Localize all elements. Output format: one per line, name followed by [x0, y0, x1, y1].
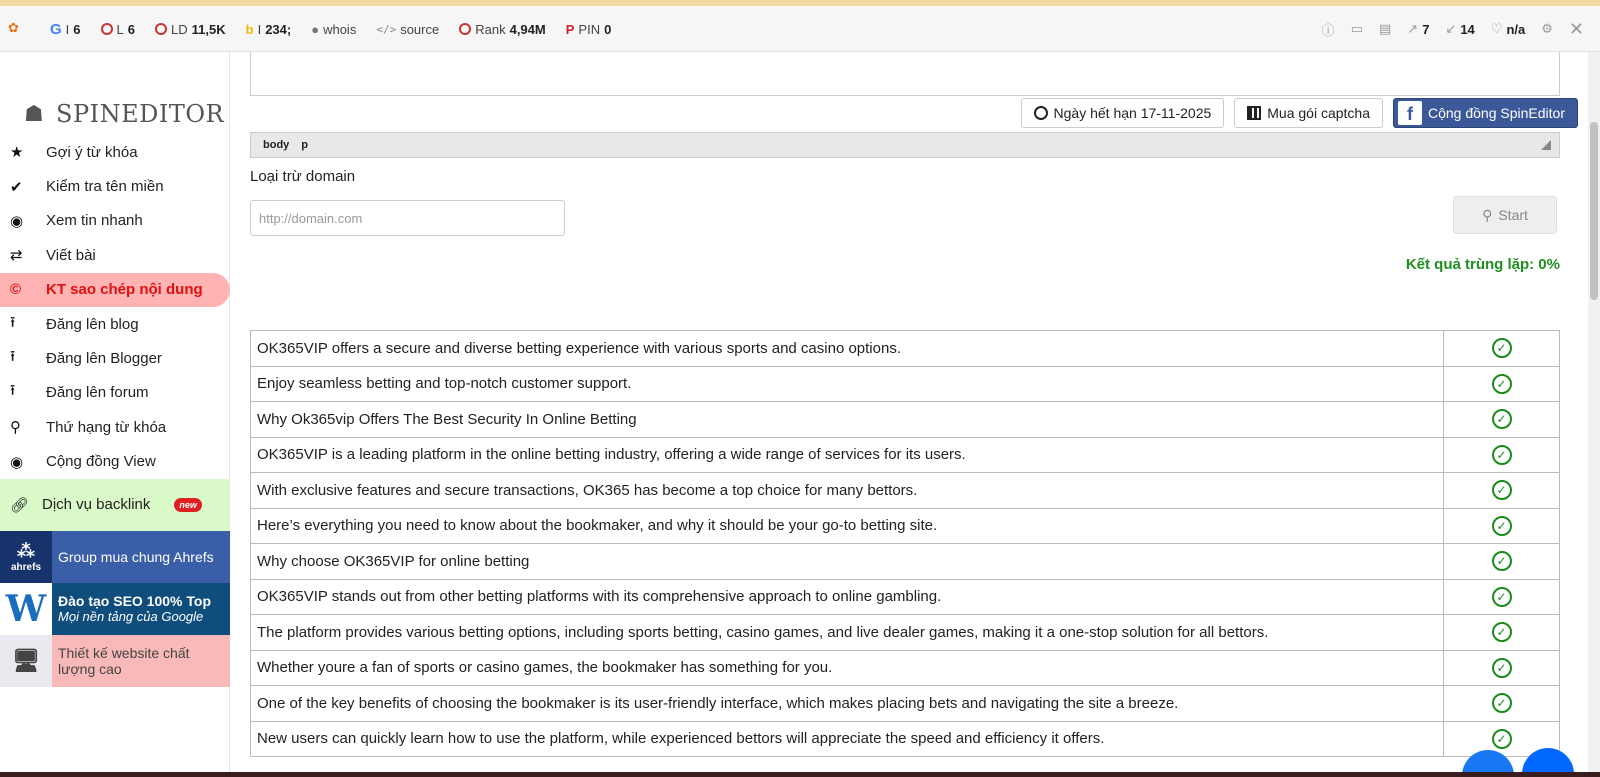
sidebar-item-post-blogger[interactable] [0, 341, 230, 375]
check-circle-icon: ✓ [1492, 622, 1512, 642]
clock-icon [1034, 106, 1048, 120]
brand-name: SPINEDITOR [56, 100, 225, 128]
seo-toolbar-right [1322, 12, 1600, 46]
sentence-cell: Why Ok365vip Offers The Best Security In Online Betting [251, 402, 1444, 438]
heart-icon: ♡ [1490, 21, 1503, 36]
facebook-icon: f [1398, 101, 1422, 125]
check-circle-icon: ✓ [1492, 409, 1512, 429]
spy-icon: ☗ [24, 101, 44, 126]
sentence-cell: Here’s everything you need to know about the bookmaker, and why it should be your go-to betting site. [251, 508, 1444, 544]
sentence-cell: OK365VIP offers a secure and diverse betting experience with various sports and casino options. [251, 331, 1444, 367]
circle-icon [101, 23, 113, 35]
l-item[interactable] [101, 22, 135, 37]
sidebar-item-quick-news[interactable] [0, 204, 230, 238]
internal-links-value: 14 [1460, 21, 1475, 37]
table-row [251, 721, 1560, 757]
rank-prefix: Rank [475, 21, 506, 37]
sidebar-item-plagiarism-check[interactable] [0, 273, 230, 307]
results-table [250, 330, 1560, 757]
status-cell [1444, 615, 1560, 651]
sentence-cell: With exclusive features and secure transactions, OK365 has become a top choice for many bettors. [251, 473, 1444, 509]
sidebar-item-keyword-rank[interactable] [0, 410, 230, 444]
sidebar-item-community-view[interactable] [0, 445, 230, 479]
upload-icon: ⭱ [10, 313, 16, 331]
path-body[interactable]: body [263, 139, 290, 151]
table-row [251, 366, 1560, 402]
promo-seo-text [52, 583, 230, 635]
sidebar-item-post-forum[interactable] [0, 376, 230, 410]
sidebar-nav [0, 135, 230, 687]
page-scrollbar[interactable] [1588, 52, 1600, 777]
sidebar-item-domain-check[interactable] [0, 169, 230, 203]
star-icon: ★ [10, 144, 24, 162]
sidebar-item-post-blog[interactable] [0, 307, 230, 341]
ahrefs-logo: ⁂ ahrefs [0, 531, 52, 583]
sentence-cell: OK365VIP is a leading platform in the online betting industry, offering a wide range of services for its users. [251, 437, 1444, 473]
promo-ahrefs[interactable] [0, 531, 230, 583]
captcha-label: Mua gói captcha [1267, 105, 1370, 121]
ld-prefix: LD [171, 21, 188, 37]
rank-value: 4,94M [509, 21, 546, 37]
circle-icon [459, 23, 471, 35]
gear-icon[interactable]: ⚙ [1541, 21, 1553, 36]
sidebar-item-label: Cộng đồng View [46, 453, 156, 471]
buy-captcha-button[interactable] [1234, 98, 1383, 128]
whois-item[interactable] [311, 22, 356, 37]
duplicate-result: Kết quả trùng lặp: 0% [1405, 256, 1560, 273]
promo-web-design[interactable] [0, 635, 230, 687]
status-cell [1444, 331, 1560, 367]
brand[interactable] [0, 94, 230, 134]
info-icon[interactable]: ⓘ [1321, 22, 1335, 38]
status-cell [1444, 579, 1560, 615]
ld-value: 11,5K [191, 21, 226, 37]
main-content [250, 52, 1560, 777]
seo-toolbar [0, 0, 1600, 52]
bing-index-value: 234; [265, 21, 292, 37]
ahrefs-logo-text: ahrefs [10, 561, 41, 573]
status-cell [1444, 473, 1560, 509]
circle-icon [155, 23, 167, 35]
health-item[interactable] [1491, 21, 1525, 37]
table-row [251, 579, 1560, 615]
table-row [251, 544, 1560, 580]
check-circle-icon: ✓ [1492, 729, 1512, 749]
code-icon: </> [376, 22, 397, 36]
editor-status-bar [250, 132, 1560, 158]
rank-item[interactable] [459, 22, 546, 37]
table-row [251, 615, 1560, 651]
upload-icon: ⭱ [10, 382, 16, 400]
status-cell [1444, 508, 1560, 544]
expiry-button[interactable] [1021, 98, 1225, 128]
exclude-domain-input[interactable] [250, 200, 565, 236]
external-links-item[interactable] [1407, 21, 1429, 37]
sentence-cell: Whether youre a fan of sports or casino games, the bookmaker has something for you. [251, 650, 1444, 686]
pin-value: 0 [604, 21, 612, 37]
eye-icon: ◉ [10, 453, 24, 471]
promo-ahrefs-label: Group mua chung Ahrefs [58, 548, 214, 565]
exclude-domain-label: Loại trừ domain [250, 168, 356, 185]
path-p[interactable]: p [301, 139, 309, 151]
sidebar-item-label: Xem tin nhanh [46, 212, 143, 230]
l-value: 6 [127, 21, 135, 37]
taskbar-edge [0, 772, 1600, 777]
bing-icon: b [245, 21, 254, 37]
copyright-icon: © [10, 281, 22, 299]
sentence-cell: Enjoy seamless betting and top-notch customer support. [251, 366, 1444, 402]
health-value: n/a [1506, 21, 1526, 37]
source-label: source [400, 21, 440, 37]
header-buttons [1021, 98, 1578, 128]
external-links-value: 7 [1422, 21, 1430, 37]
check-circle-icon: ✓ [1492, 516, 1512, 536]
scroll-thumb[interactable] [1590, 122, 1598, 300]
community-button[interactable] [1393, 98, 1578, 128]
sidebar-item-label: Kiểm tra tên miền [46, 178, 164, 196]
content-editor[interactable] [250, 52, 1560, 96]
source-item[interactable] [376, 22, 439, 37]
check-circle-icon: ✓ [1492, 338, 1512, 358]
sidebar-item-label: Thứ hạng từ khóa [46, 418, 167, 436]
sentence-cell: One of the key benefits of choosing the bookmaker is its user-friendly interface, which makes placing bets and navigating the site a breeze. [251, 686, 1444, 722]
sidebar [0, 52, 230, 777]
sidebar-item-label: Đăng lên Blogger [46, 350, 162, 368]
table-row [251, 686, 1560, 722]
eye-icon: ◉ [10, 212, 24, 230]
sentence-cell: New users can quickly learn how to use the platform, while experienced bettors will appreciate the speed and efficiency it offers. [251, 721, 1444, 757]
close-icon[interactable]: ✕ [1568, 18, 1584, 39]
bing-index-item[interactable] [246, 22, 292, 37]
status-cell [1444, 402, 1560, 438]
sidebar-item-label: Viết bài [46, 246, 96, 264]
check-circle-icon: ✓ [1492, 693, 1512, 713]
link-icon: 🔗︎ [10, 496, 30, 514]
user-icon: ● [311, 21, 320, 37]
table-row [251, 437, 1560, 473]
check-circle-icon: ✓ [1492, 658, 1512, 678]
website-design-icon: 🖥︎ [0, 635, 52, 687]
l-prefix: L [116, 21, 124, 37]
expiry-label: Ngày hết hạn 17-11-2025 [1053, 105, 1212, 121]
sidebar-item-label: Đăng lên blog [46, 315, 139, 333]
monitor-icon[interactable]: ▭ [1350, 21, 1363, 36]
qr-icon [1247, 106, 1261, 120]
google-index-value: 6 [73, 21, 81, 37]
check-circle-icon: ✓ [1492, 587, 1512, 607]
separator: I [65, 21, 70, 37]
start-label: Start [1498, 207, 1528, 223]
search-icon: ⚲ [1482, 206, 1493, 223]
check-circle-icon: ✓ [1492, 374, 1512, 394]
sentence-cell: Why choose OK365VIP for online betting [251, 544, 1444, 580]
sentence-cell: The platform provides various betting options, including sports betting, casino games, and live dealer games, making it a one-stop solution for all bettors. [251, 615, 1444, 651]
promo-seo-training[interactable] [0, 583, 230, 635]
community-label: Cộng đồng SpinEditor [1428, 105, 1565, 121]
status-cell [1444, 366, 1560, 402]
resize-handle-icon[interactable] [1541, 140, 1551, 150]
sidebar-item-write[interactable] [0, 238, 230, 272]
internal-link-icon: ↙ [1445, 21, 1457, 36]
ld-item[interactable] [155, 22, 226, 37]
check-icon: ✔ [10, 178, 23, 196]
table-row [251, 402, 1560, 438]
table-row [251, 650, 1560, 686]
check-circle-icon: ✓ [1492, 480, 1512, 500]
sidebar-item-label: Dịch vụ backlink [42, 496, 151, 514]
promo-seo-title: Đào tạo SEO 100% Top [58, 593, 211, 610]
sidebar-item-keyword-suggest[interactable] [0, 135, 230, 169]
internal-links-item[interactable] [1445, 21, 1474, 37]
upload-icon: ⭱ [10, 348, 16, 366]
check-circle-icon: ✓ [1492, 551, 1512, 571]
status-cell [1444, 686, 1560, 722]
status-cell [1444, 650, 1560, 686]
shuffle-icon: ⇄ [10, 247, 23, 265]
status-cell [1444, 544, 1560, 580]
pinterest-item[interactable] [566, 22, 612, 37]
sidebar-item-label: Gợi ý từ khóa [46, 143, 138, 161]
check-circle-icon: ✓ [1492, 445, 1512, 465]
pinterest-icon: P [565, 21, 575, 37]
page-icon[interactable]: ▤ [1378, 21, 1392, 36]
promo-web-label: Thiết kế website chất lượng cao [58, 644, 190, 677]
external-link-icon: ↗ [1407, 21, 1419, 36]
promo-seo-sub: Mọi nền tảng của Google [58, 609, 204, 625]
separator: I [257, 21, 262, 37]
whois-label: whois [323, 21, 357, 37]
table-row [251, 473, 1560, 509]
status-cell [1444, 437, 1560, 473]
start-button[interactable] [1453, 196, 1557, 234]
google-icon: G [50, 20, 62, 38]
table-row [251, 508, 1560, 544]
sentence-cell: OK365VIP stands out from other betting platforms with its comprehensive approach to online gambling. [251, 579, 1444, 615]
table-row [251, 331, 1560, 367]
w-logo: W [0, 583, 52, 635]
sidebar-item-backlink[interactable] [0, 479, 230, 531]
sidebar-item-label: KT sao chép nội dung [46, 281, 203, 299]
seoquake-logo-icon[interactable]: ✿ [8, 20, 19, 35]
new-badge: new [174, 498, 202, 512]
pin-prefix: PIN [578, 21, 601, 37]
search-icon: ⚲ [10, 419, 21, 437]
google-index-item[interactable] [50, 21, 81, 38]
sidebar-item-label: Đăng lên forum [46, 384, 149, 402]
